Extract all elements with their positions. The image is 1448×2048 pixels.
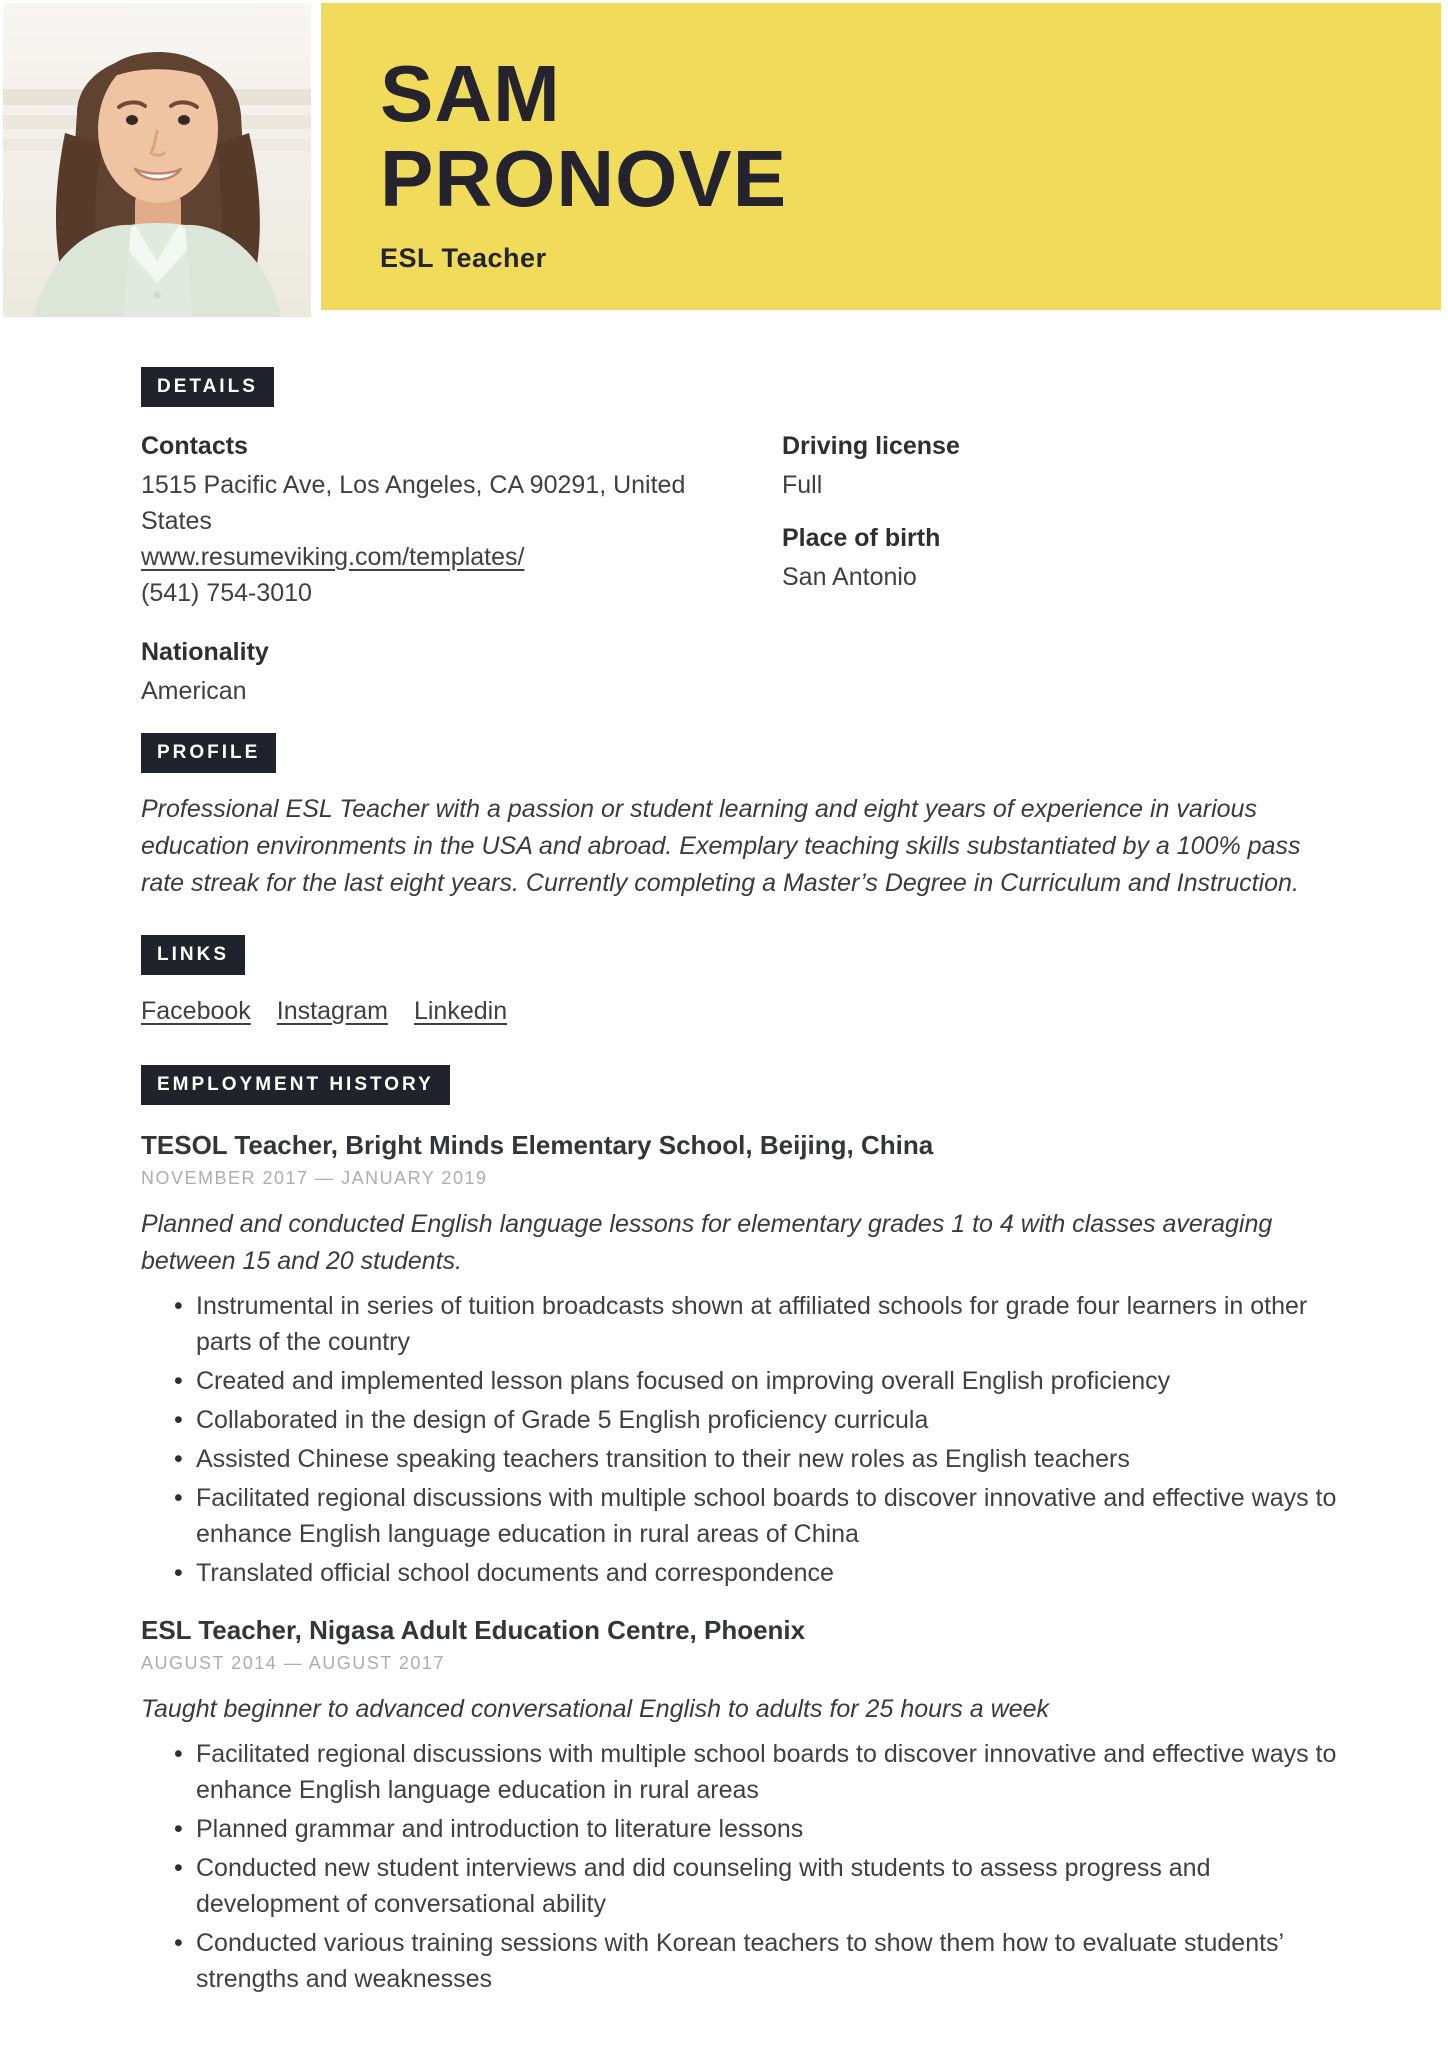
bullet-item: • Collaborated in the design of Grade 5 English proficiency curricula [196,1402,1340,1438]
employment-entry-1 [141,1128,1340,1591]
job-dates: AUGUST 2014 — AUGUST 2017 [141,1653,445,1673]
nationality-group [141,635,782,709]
job-bullet-list [141,1736,1340,1997]
header-accent-band [321,3,1441,310]
place-of-birth-group [782,521,1340,595]
bullet-item: • Assisted Chinese speaking teachers transition to their new roles as English teachers [196,1441,1340,1477]
profile-summary: Professional ESL Teacher with a passion or student learning and eight years of experience in various education environments in the USA and abroad. Exemplary teaching skills substantiated by a 100% pass rate streak for the last eight years. Currently completing a Master’s Degree in Curriculum and Instruction. [141,795,1301,897]
resume-body [141,367,1340,1997]
driving-license-value: Full [782,471,823,499]
section-badge-employment-history: EMPLOYMENT HISTORY [141,1065,450,1105]
contact-address: 1515 Pacific Ave, Los Angeles, CA 90291, United States [141,471,686,535]
bullet-item: • Facilitated regional discussions with multiple school boards to discover innovative and effective ways to enhance English language education in rural areas [196,1736,1340,1808]
link-instagram[interactable]: Instagram [276,997,388,1025]
bullet-item: • Conducted new student interviews and did counseling with students to assess progress and development of conversational ability [196,1850,1340,1922]
links-row [141,993,1340,1029]
place-of-birth-value: San Antonio [782,563,917,591]
job-summary: Planned and conducted English language lessons for elementary grades 1 to 4 with classes averaging between 15 and 20 students. [141,1210,1273,1275]
job-dates: NOVEMBER 2017 — JANUARY 2019 [141,1168,488,1188]
job-bullet-list [141,1288,1340,1591]
bullet-item: • Planned grammar and introduction to literature lessons [196,1811,1340,1847]
page-title [380,51,1441,221]
driving-license-heading: Driving license [782,432,960,460]
details-left-column [141,429,782,709]
name-block [321,3,1441,275]
section-badge-profile: PROFILE [141,733,276,773]
bullet-item: • Created and implemented lesson plans focused on improving overall English proficiency [196,1363,1340,1399]
website-link[interactable]: www.resumeviking.com/templates/ [141,543,525,571]
contact-phone: (541) 754-3010 [141,579,312,607]
job-title: ESL Teacher, Nigasa Adult Education Centre, Phoenix [141,1615,806,1645]
bullet-item: • Translated official school documents and correspondence [196,1555,1340,1591]
profile-photo [3,3,311,317]
details-section [141,429,1340,709]
contacts-heading: Contacts [141,432,248,460]
employment-entry-2 [141,1613,1340,1997]
link-linkedin[interactable]: Linkedin [413,997,508,1025]
last-name: PRONOVE [380,134,788,223]
nationality-heading: Nationality [141,638,269,666]
job-summary: Taught beginner to advanced conversational English to adults for 25 hours a week [141,1695,1050,1723]
section-badge-details: DETAILS [141,367,274,407]
section-badge-links: LINKS [141,935,245,975]
place-of-birth-heading: Place of birth [782,524,941,552]
resume-header [0,0,1448,320]
driving-license-group [782,429,1340,503]
job-title: TESOL Teacher, Bright Minds Elementary School, Beijing, China [141,1130,934,1160]
job-role-subtitle: ESL Teacher [380,243,547,273]
contacts-group [141,429,782,611]
link-facebook[interactable]: Facebook [141,997,251,1025]
first-name: SAM [380,49,561,138]
bullet-item: • Conducted various training sessions with Korean teachers to show them how to evaluate students’ strengths and weaknesses [196,1925,1340,1997]
bullet-item: • Instrumental in series of tuition broadcasts shown at affiliated schools for grade four learners in other parts of the country [196,1288,1340,1360]
bullet-item: • Facilitated regional discussions with multiple school boards to discover innovative and effective ways to enhance English language education in rural areas of China [196,1480,1340,1552]
details-right-column [782,429,1340,709]
nationality-value: American [141,677,247,705]
portrait-of-woman-illustration [3,3,311,317]
